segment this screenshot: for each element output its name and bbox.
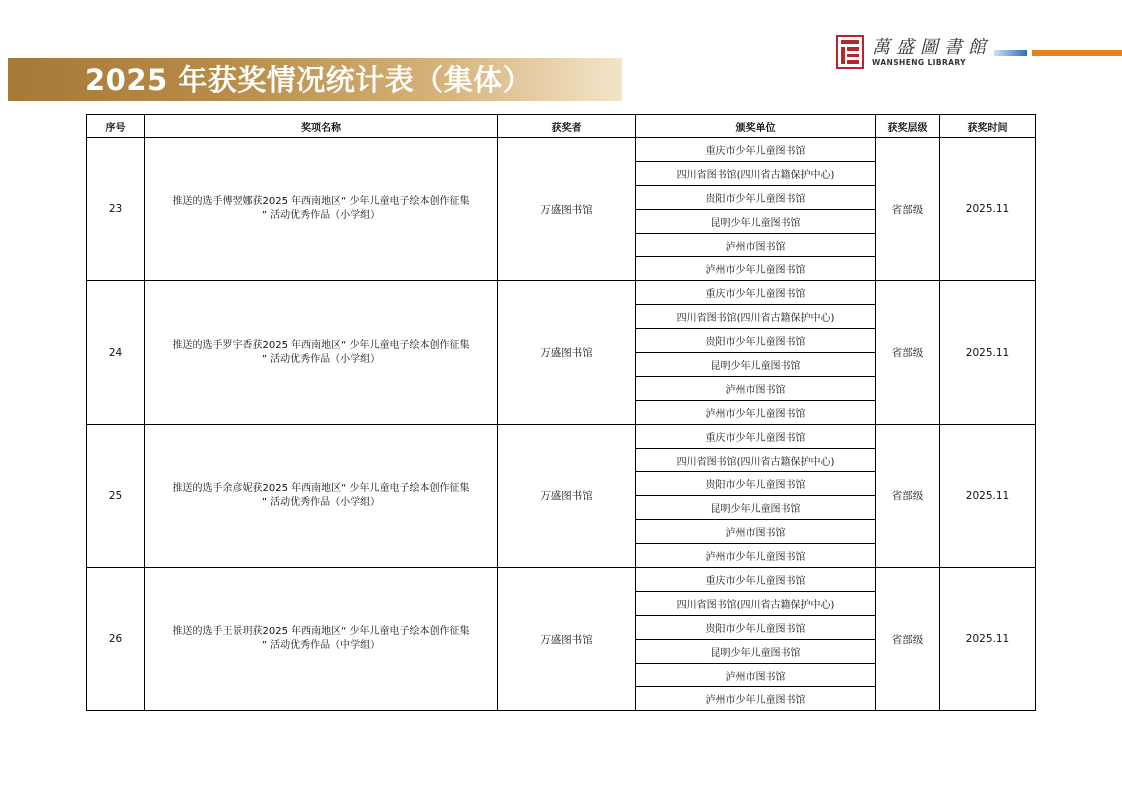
issuing-unit: 昆明少年儿童图书馆 [636, 353, 876, 377]
row-index: 26 [87, 568, 145, 711]
issuing-unit: 贵阳市少年儿童图书馆 [636, 185, 876, 209]
row-index: 23 [87, 138, 145, 281]
award-name [145, 281, 498, 424]
header-issuing-unit: 颁奖单位 [636, 115, 876, 138]
table-row [87, 424, 1036, 448]
award-name-line: ” 活动优秀作品（中学组） [261, 640, 381, 652]
issuing-unit: 昆明少年儿童图书馆 [636, 639, 876, 663]
table-row [87, 138, 1036, 162]
winner: 万盛图书馆 [498, 138, 636, 281]
award-date: 2025.11 [940, 424, 1036, 567]
issuing-unit: 四川省图书馆(四川省古籍保护中心) [636, 448, 876, 472]
winner: 万盛图书馆 [498, 424, 636, 567]
issuing-unit: 泸州市图书馆 [636, 233, 876, 257]
award-level: 省部级 [876, 281, 940, 424]
issuing-unit: 四川省图书馆(四川省古籍保护中心) [636, 305, 876, 329]
logo-english-name: WANSHENG LIBRARY [872, 58, 966, 67]
award-name-line: 推送的选手傅翌娜获2025 年西南地区“ 少年儿童电子绘本创作征集 [172, 196, 470, 208]
library-logo [836, 33, 992, 73]
award-name-line: 推送的选手罗宇香获2025 年西南地区“ 少年儿童电子绘本创作征集 [172, 339, 470, 351]
award-level: 省部级 [876, 568, 940, 711]
issuing-unit: 昆明少年儿童图书馆 [636, 496, 876, 520]
header-award-date: 获奖时间 [940, 115, 1036, 138]
issuing-unit: 四川省图书馆(四川省古籍保护中心) [636, 591, 876, 615]
issuing-unit: 重庆市少年儿童图书馆 [636, 424, 876, 448]
winner: 万盛图书馆 [498, 281, 636, 424]
row-index: 24 [87, 281, 145, 424]
award-name-line: 推送的选手王景玥获2025 年西南地区“ 少年儿童电子绘本创作征集 [172, 626, 470, 638]
award-date: 2025.11 [940, 281, 1036, 424]
header-award-level: 获奖层级 [876, 115, 940, 138]
issuing-unit: 昆明少年儿童图书馆 [636, 209, 876, 233]
issuing-unit: 四川省图书馆(四川省古籍保护中心) [636, 161, 876, 185]
row-index: 25 [87, 424, 145, 567]
issuing-unit: 贵阳市少年儿童图书馆 [636, 329, 876, 353]
issuing-unit: 泸州市图书馆 [636, 520, 876, 544]
decorative-bar-blue [994, 50, 1027, 56]
page-title: 2025 年获奖情况统计表（集体） [85, 63, 533, 97]
issuing-unit: 泸州市少年儿童图书馆 [636, 400, 876, 424]
issuing-unit: 泸州市图书馆 [636, 663, 876, 687]
award-name-line: ” 活动优秀作品（小学组） [261, 353, 381, 365]
award-date: 2025.11 [940, 568, 1036, 711]
issuing-unit: 泸州市少年儿童图书馆 [636, 544, 876, 568]
winner: 万盛图书馆 [498, 568, 636, 711]
award-name [145, 568, 498, 711]
award-date: 2025.11 [940, 138, 1036, 281]
library-logo-icon [836, 35, 864, 69]
award-level: 省部级 [876, 138, 940, 281]
issuing-unit: 泸州市图书馆 [636, 376, 876, 400]
header-award-name: 奖项名称 [145, 115, 498, 138]
decorative-bar-orange [1032, 50, 1122, 56]
issuing-unit: 贵阳市少年儿童图书馆 [636, 615, 876, 639]
logo-calligraphy: 萬盛圖書館 [872, 37, 992, 58]
header-index: 序号 [87, 115, 145, 138]
issuing-unit: 重庆市少年儿童图书馆 [636, 138, 876, 162]
title-banner [8, 58, 622, 101]
issuing-unit: 贵阳市少年儿童图书馆 [636, 472, 876, 496]
award-level: 省部级 [876, 424, 940, 567]
award-name-line: ” 活动优秀作品（小学组） [261, 210, 381, 222]
award-name-line: 推送的选手余彦妮获2025 年西南地区“ 少年儿童电子绘本创作征集 [172, 482, 470, 494]
issuing-unit: 重庆市少年儿童图书馆 [636, 568, 876, 592]
table-row [87, 568, 1036, 592]
issuing-unit: 泸州市少年儿童图书馆 [636, 687, 876, 711]
award-name [145, 424, 498, 567]
issuing-unit: 泸州市少年儿童图书馆 [636, 257, 876, 281]
award-name-line: ” 活动优秀作品（小学组） [261, 496, 381, 508]
header-winner: 获奖者 [498, 115, 636, 138]
award-name [145, 138, 498, 281]
table-row [87, 281, 1036, 305]
table-header-row [87, 115, 1036, 138]
issuing-unit: 重庆市少年儿童图书馆 [636, 281, 876, 305]
award-table [86, 114, 1036, 711]
